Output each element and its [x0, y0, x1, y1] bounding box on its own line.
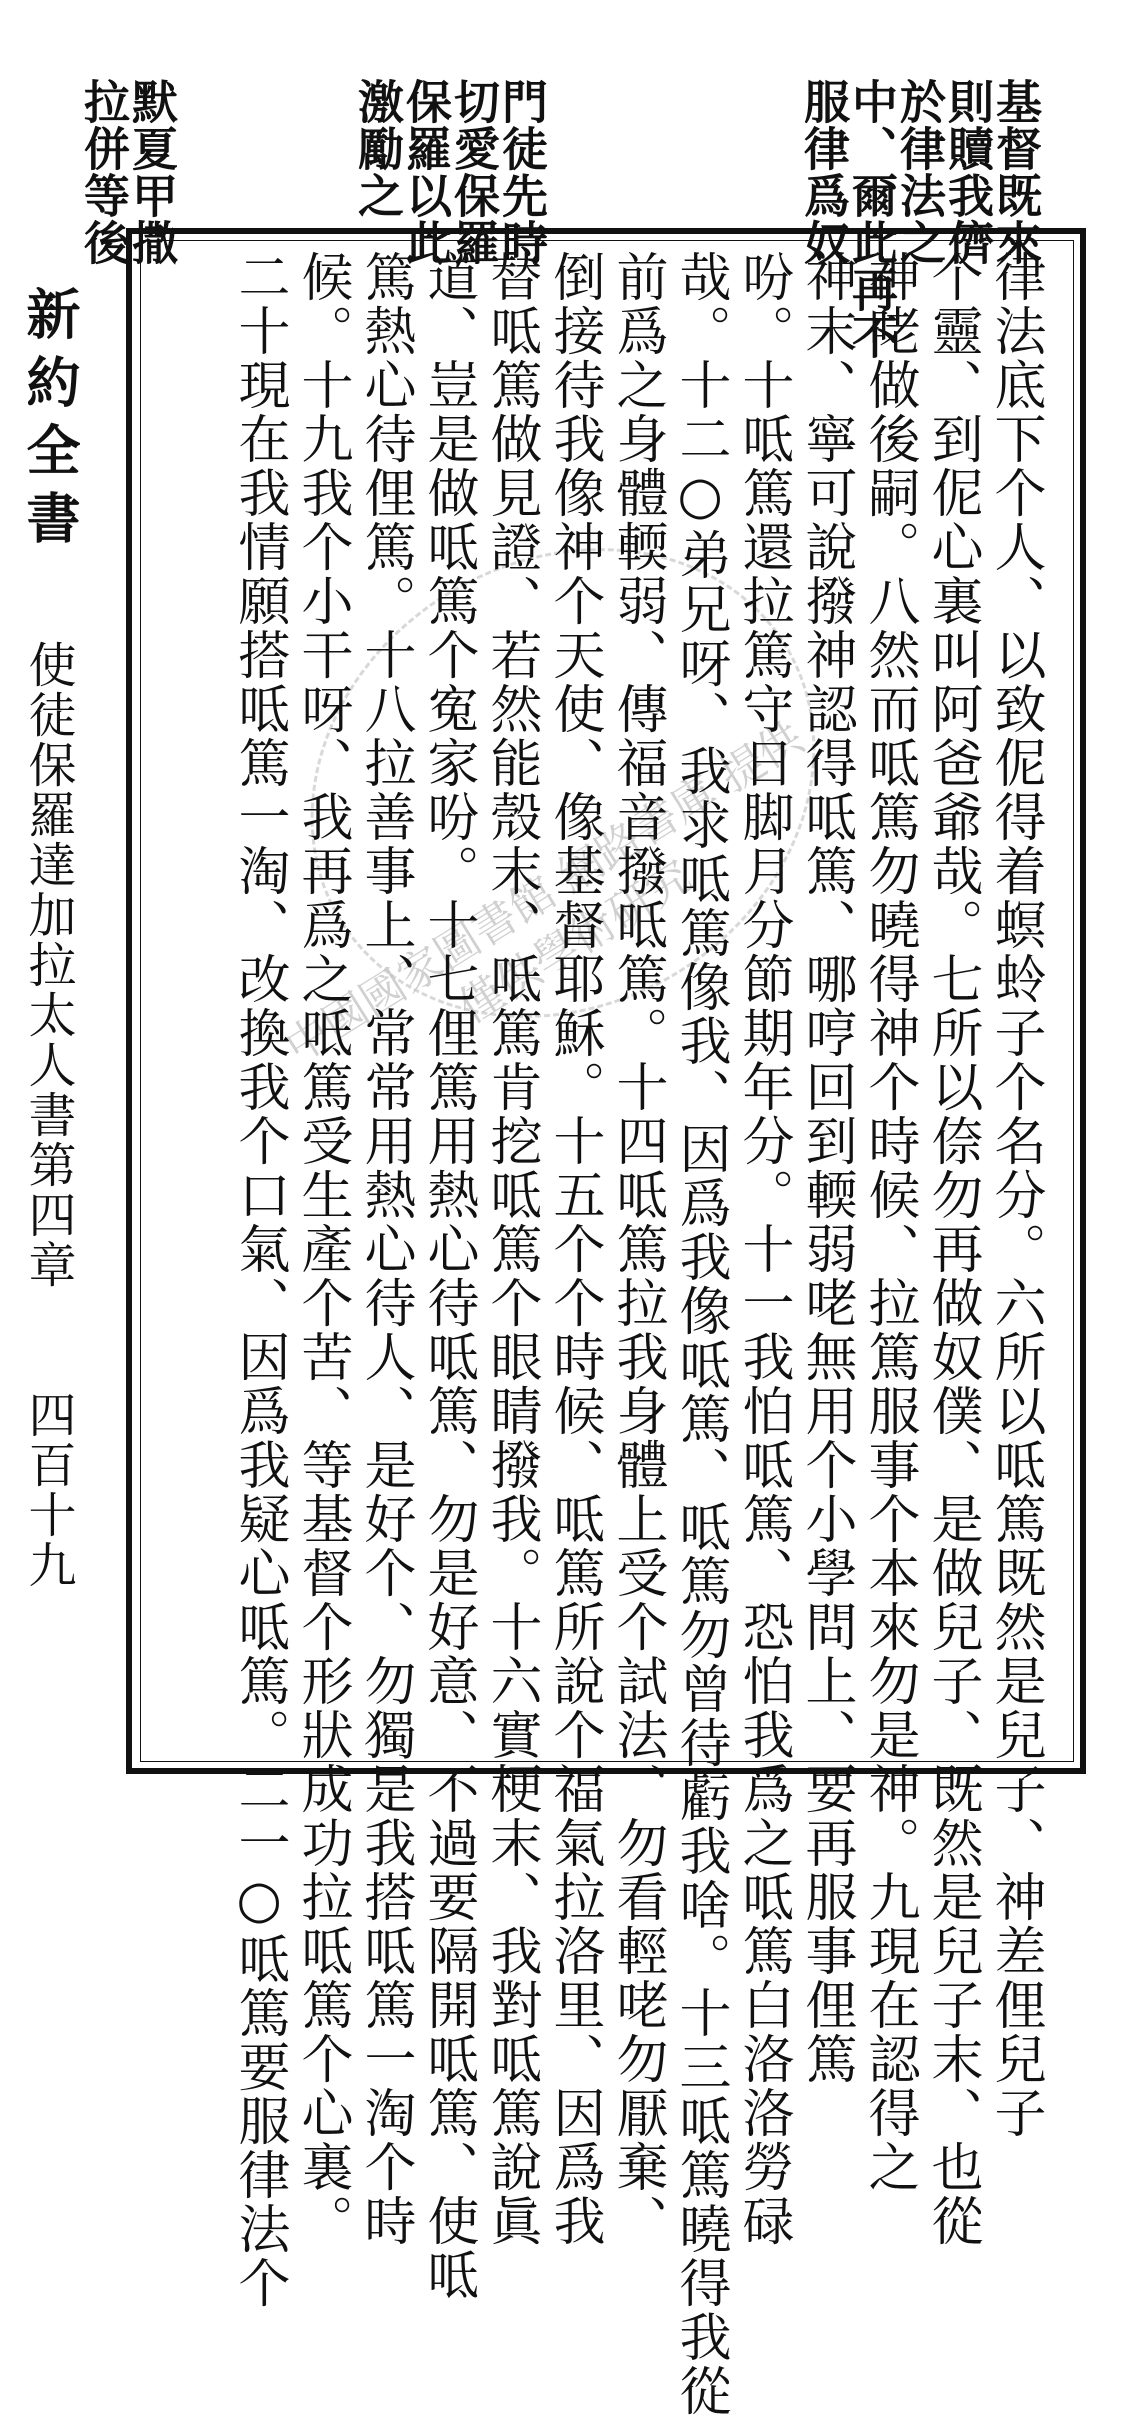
margin-note-left: 默夏甲撒 拉併等後 — [77, 78, 179, 266]
margin-note-right: 基督既來 則贖我儕 於律法之 中、爾此再不 服律爲奴 — [797, 78, 1043, 360]
chapter-heading: 使徒保羅達加拉太人書第四章 — [20, 640, 76, 1290]
body-text: 律法底下个人、以致伲得着螟蛉子个名分。六所以呧篤既然是兒子、神差俚兒子 个靈、到伲心裏叫阿爸爺哉。七所以倷勿再做奴僕、是做兒子、既然是兒子末、也從 神咾做後嗣。八然而呧篤勿曉得神个時候、拉篤服事个本來勿是神。九現在認得之 神末、寧可說撥神認得呧篤、哪哼回到輭弱咾無用个小學問上、要再服事俚篤 吩。十呧篤還拉篤守日脚月分節期年分。十一我怕呧篤、恐怕我爲之呧篤白洛洛勞碌 哉。十二○弟兄呀、我求呧篤像我、因爲我像呧篤、呧篤勿曾待虧我啥。十三呧篤曉得我從 前爲之身體輭弱、傳福音撥呧篤。十四呧篤拉我身體上受个試法、勿看輕咾勿厭棄、 倒接待我像神个天使、像基督耶穌。十五个个時候、呧篤所說个福氣拉洛里、因爲我 替呧篤做見證、若然能殼末、呧篤肯挖呧篤个眼睛撥我。十六實梗末、我對呧篤說眞 道、豈是做呧篤个寃家吩。十七俚篤用熱心待呧篤、勿是好意、不過要隔開呧篤、使呧 篤熱心待俚篤。十八拉善事上、常常用熱心待人、是好个、勿獨是我搭呧篤一淘个時 候。十九我个小干呀、我再爲之呧篤受生產个苦、等基督个形狀成功拉呧篤个心裏。 二十現在我情願搭呧篤一淘、改換我个口氣、因爲我疑心呧篤。二一○呧篤要服律法个 — [229, 250, 1045, 2418]
watermark-text: 中國國家圖書館 網路書庫 提供 僅供學術研究 — [276, 712, 813, 1074]
margin-note-middle: 門徒先時 切愛保羅 保羅以此 激勵之 — [351, 78, 549, 266]
page-number: 四百十九 — [20, 1390, 76, 1590]
book-title: 新約全書 — [18, 286, 82, 558]
